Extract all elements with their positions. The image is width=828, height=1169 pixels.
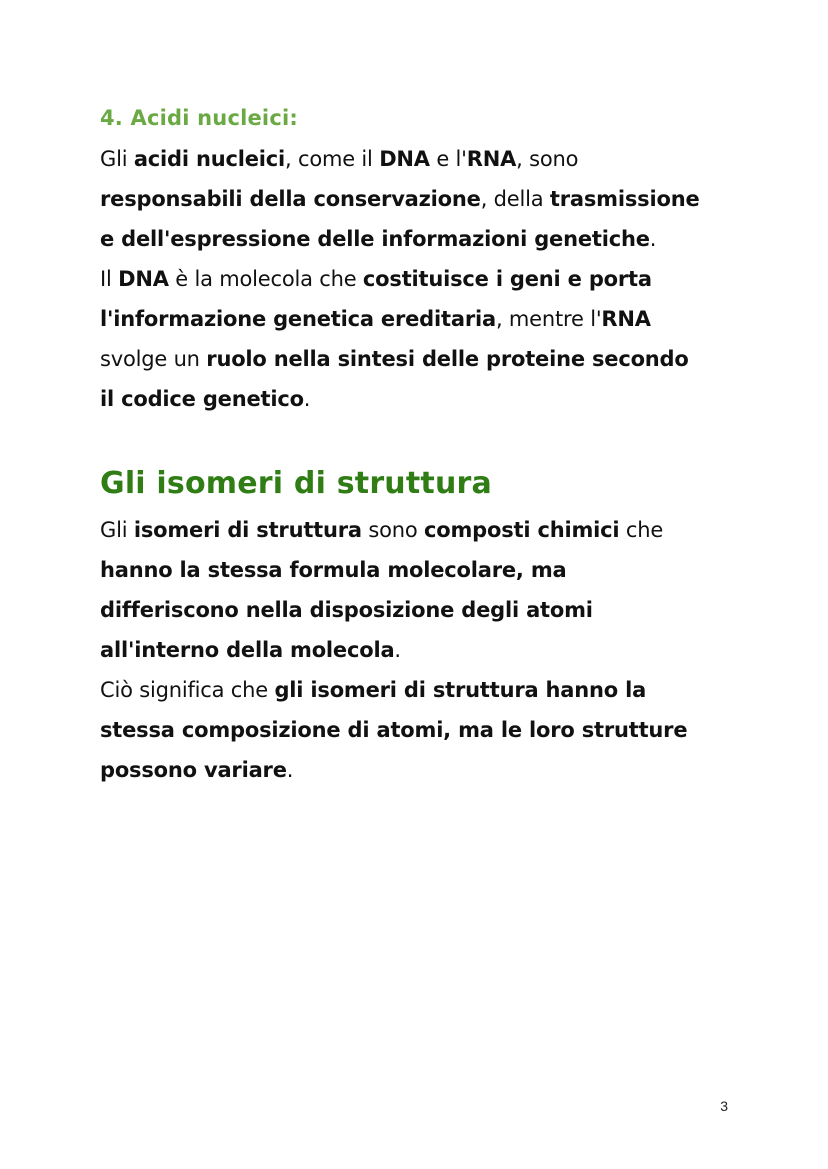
text-run: . [394, 638, 401, 662]
text-line [100, 630, 687, 670]
text-line [100, 710, 687, 750]
bold-text-run: possono variare [100, 758, 287, 782]
text-run: , della [480, 187, 550, 211]
bold-text-run: composti chimici [424, 518, 620, 542]
bold-text-run: l'informazione genetica ereditaria [100, 307, 496, 331]
bold-text-run: RNA [466, 147, 517, 171]
text-run: che [619, 518, 664, 542]
bold-text-run: trasmissione [549, 187, 700, 211]
text-run: è la molecola che [168, 267, 363, 291]
text-line [100, 179, 700, 219]
text-run: , come il [285, 147, 380, 171]
bold-text-run: isomeri di struttura [133, 518, 362, 542]
text-run: sono [361, 518, 424, 542]
text-run: . [286, 758, 294, 782]
text-line [100, 299, 700, 339]
text-line [100, 510, 687, 550]
text-run: . [303, 387, 311, 411]
text-run: Ciò significa che [100, 678, 275, 702]
bold-text-run: acidi nucleici [133, 147, 286, 171]
bold-text-run: differiscono nella disposizione degli atomi [100, 598, 593, 622]
text-run: , mentre l' [495, 307, 602, 331]
section-heading: 4. Acidi nucleici: [100, 106, 298, 130]
text-run: Gli [100, 518, 134, 542]
nucleic-acids-paragraph [100, 139, 700, 419]
isomers-paragraph [100, 510, 687, 790]
text-line [100, 219, 700, 259]
bold-text-run: DNA [118, 267, 169, 291]
text-line [100, 339, 700, 379]
text-line [100, 670, 687, 710]
bold-text-run: all'interno della molecola [100, 638, 395, 662]
text-run: Il [100, 267, 119, 291]
text-line [100, 259, 700, 299]
text-line [100, 590, 687, 630]
bold-text-run: hanno la stessa formula molecolare, ma [100, 558, 567, 582]
text-line [100, 139, 700, 179]
text-run: , sono [516, 147, 579, 171]
text-run: Gli [100, 147, 134, 171]
text-run: svolge un [100, 347, 207, 371]
page-number: 3 [720, 1098, 728, 1114]
text-line [100, 750, 687, 790]
bold-text-run: gli isomeri di struttura hanno la [274, 678, 647, 702]
bold-text-run: costituisce i geni e porta [362, 267, 652, 291]
bold-text-run: responsabili della conservazione [100, 187, 481, 211]
bold-text-run: RNA [601, 307, 651, 331]
text-run: . [649, 227, 657, 251]
text-line [100, 379, 700, 419]
bold-text-run: ruolo nella sintesi delle proteine secondo [206, 347, 689, 371]
bold-text-run: stessa composizione di atomi, ma le loro strutture [100, 718, 688, 742]
text-run: e l' [429, 147, 467, 171]
bold-text-run: DNA [379, 147, 430, 171]
bold-text-run: e dell'espressione delle informazioni genetiche [100, 227, 650, 251]
text-line [100, 550, 687, 590]
isomers-title: Gli isomeri di struttura [100, 466, 492, 501]
bold-text-run: il codice genetico [100, 387, 304, 411]
